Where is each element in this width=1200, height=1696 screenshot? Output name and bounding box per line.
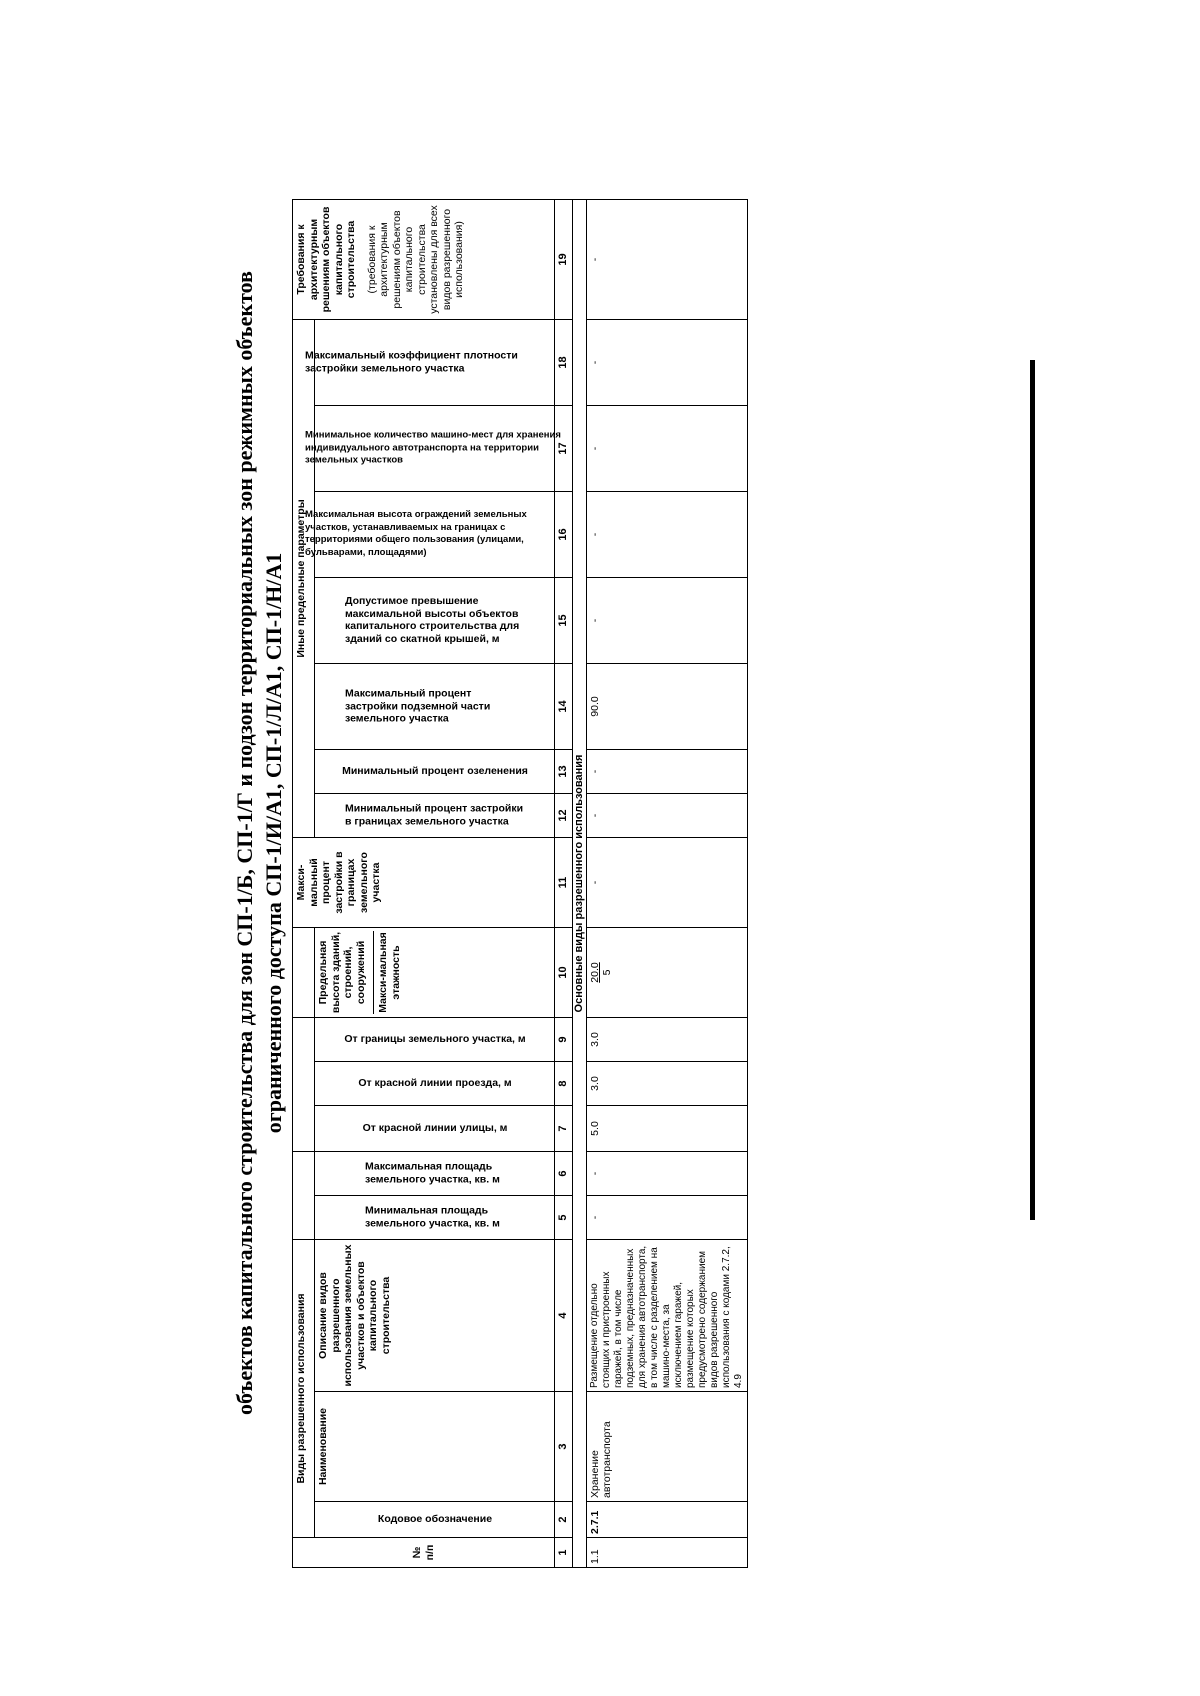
row-arch: - <box>586 200 747 320</box>
row-desc: Размещение отдельно стоящих и пристроенных гаражей, в том числе подземных, предназначенных для хранения автотранспорта, в том числе с разделением на машино-места, за исключением гаражей, размещение которых предусмотрено содержанием видов разрешенного использования с кодами 2.7.2, 4.9 <box>586 1240 747 1392</box>
header-koeff: Максимальный коэффициент плотности застройки земельного участка <box>304 350 518 375</box>
header-arch-note: (требования к архитектурным решениям объектов капитального строительства установлены для всех видов разрешенного использования) <box>365 205 465 314</box>
header-max-area: Максимальная площадь земельного участка, кв. м <box>364 1161 500 1186</box>
colnum-17: 17 <box>555 406 573 492</box>
header-ot-proezda: От красной линии проезда, м <box>357 1077 512 1090</box>
row-ozelenenie: - <box>586 750 747 794</box>
colnum-12: 12 <box>555 794 573 838</box>
colnum-2: 2 <box>555 1502 573 1538</box>
header-ograzhdenie: Максимальная высота ограждений земельных участков, устанавливаемых на границах с территориями общего пользования (улицами, бульварами, площадями) <box>304 509 527 558</box>
colnum-5: 5 <box>555 1196 573 1240</box>
colnum-4: 4 <box>555 1240 573 1392</box>
header-max-zastroyka: Макси-мальный процент застройки в границах земельного участка <box>293 838 555 928</box>
colnum-1: 1 <box>555 1538 573 1568</box>
row-ot-proezda: 3.0 <box>586 1062 747 1106</box>
header-code: Кодовое обозначение <box>377 1513 492 1526</box>
header-ot-granitsy: От границы земельного участка, м <box>343 1033 526 1046</box>
row-vysota-value: 20.0 <box>588 962 601 983</box>
colnum-8: 8 <box>555 1062 573 1106</box>
header-ograzhdenie-cell <box>304 492 555 578</box>
colnum-6: 6 <box>555 1152 573 1196</box>
row-max-area: - <box>586 1152 747 1196</box>
row-num: 1.1 <box>586 1538 747 1568</box>
header-vysota-label: Предельная высота зданий, строений, сооружений <box>317 931 367 1014</box>
colnum-3: 3 <box>555 1392 573 1502</box>
header-ot-ulitsy-cell <box>315 1106 555 1152</box>
header-arch-title: Требования к архитектурным решениям объектов капитального строительства <box>295 206 357 313</box>
header-arch <box>293 200 555 320</box>
colnum-19: 19 <box>555 200 573 320</box>
header-max-area-cell <box>315 1152 555 1196</box>
row-ot-ulitsy: 5.0 <box>586 1106 747 1152</box>
header-koeff-cell <box>304 320 555 406</box>
row-prevyshenie: - <box>586 578 747 664</box>
row-min-area: - <box>586 1196 747 1240</box>
table-row <box>586 200 747 1568</box>
row-podzemn: 90.0 <box>586 664 747 750</box>
header-ozelenenie-cell <box>315 750 555 794</box>
title-line-1: объектов капитального строительства для зон СП-1/Б, СП-1/Г и подзон территориальных зон режимных объектов <box>232 271 257 1415</box>
column-numbers-row <box>555 200 573 1568</box>
colnum-9: 9 <box>555 1018 573 1062</box>
header-otstupy-top <box>293 1018 315 1152</box>
colnum-11: 11 <box>555 838 573 928</box>
row-code: 2.7.1 <box>586 1502 747 1538</box>
header-sizes-top <box>293 1152 315 1240</box>
header-min-area: Минимальная площадь земельного участка, кв. м <box>364 1205 500 1230</box>
section-title: Основные виды разрешенного использования <box>572 200 586 1568</box>
row-etazhnost-value: 5 <box>601 969 613 976</box>
header-min-zastroyka: Минимальный процент застройки в границах земельного участка <box>344 803 523 828</box>
row-vysota <box>586 928 747 1018</box>
header-code-cell <box>315 1502 555 1538</box>
row-min-zastroyka: - <box>586 794 747 838</box>
header-min-zastroyka-cell <box>315 794 555 838</box>
colnum-14: 14 <box>555 664 573 750</box>
regulations-table <box>292 199 748 1568</box>
header-podzemn: Максимальный процент застройки подземной части земельного участка <box>344 687 490 725</box>
header-vysota-top <box>293 928 315 1018</box>
header-vysota <box>315 928 555 1018</box>
header-ot-granitsy-cell <box>315 1018 555 1062</box>
row-ograzhdenie: - <box>586 492 747 578</box>
rotated-sheet <box>230 118 1020 1568</box>
header-prevyshenie-cell <box>315 578 555 664</box>
row-name: Хранение автотранспорта <box>586 1392 747 1502</box>
colnum-18: 18 <box>555 320 573 406</box>
row-ot-granitsy: 3.0 <box>586 1018 747 1062</box>
header-ozelenenie: Минимальный процент озеленения <box>341 765 528 778</box>
margin-rule <box>1030 360 1035 1220</box>
colnum-7: 7 <box>555 1106 573 1152</box>
title-line-2: ограниченного доступа СП-1/И/А1, СП-1/Л/А1, СП-1/Н/А1 <box>261 552 286 1134</box>
header-mashino-cell <box>304 406 561 492</box>
header-inye: Иные предельные параметры <box>293 320 315 838</box>
table-title <box>230 118 290 1568</box>
header-ot-proezda-cell <box>315 1062 555 1106</box>
header-name: Наименование <box>315 1392 555 1502</box>
header-ot-ulitsy: От красной линии улицы, м <box>362 1122 507 1135</box>
header-mashino: Минимальное количество машино-мест для хранения индивидуального автотранспорта на территории земельных участков <box>304 429 561 466</box>
header-etazhnost: Макси-мальная этажность <box>373 931 402 1014</box>
colnum-15: 15 <box>555 578 573 664</box>
colnum-10: 10 <box>555 928 573 1018</box>
header-prevyshenie: Допустимое превышение максимальной высоты объектов капитального строительства для зданий со скатной крышей, м <box>344 595 519 645</box>
header-podzemn-cell <box>315 664 555 750</box>
row-koeff: - <box>586 320 747 406</box>
header-num: № п/п <box>293 1538 555 1568</box>
colnum-13: 13 <box>555 750 573 794</box>
header-desc: Описание видов разрешенного использования земельных участков и объектов капитального строительства <box>315 1240 555 1392</box>
row-max-zastroyka: - <box>586 838 747 928</box>
header-vidy: Виды разрешенного использования <box>293 1240 315 1538</box>
colnum-16: 16 <box>555 492 573 578</box>
row-mashino: - <box>586 406 747 492</box>
header-min-area-cell <box>315 1196 555 1240</box>
